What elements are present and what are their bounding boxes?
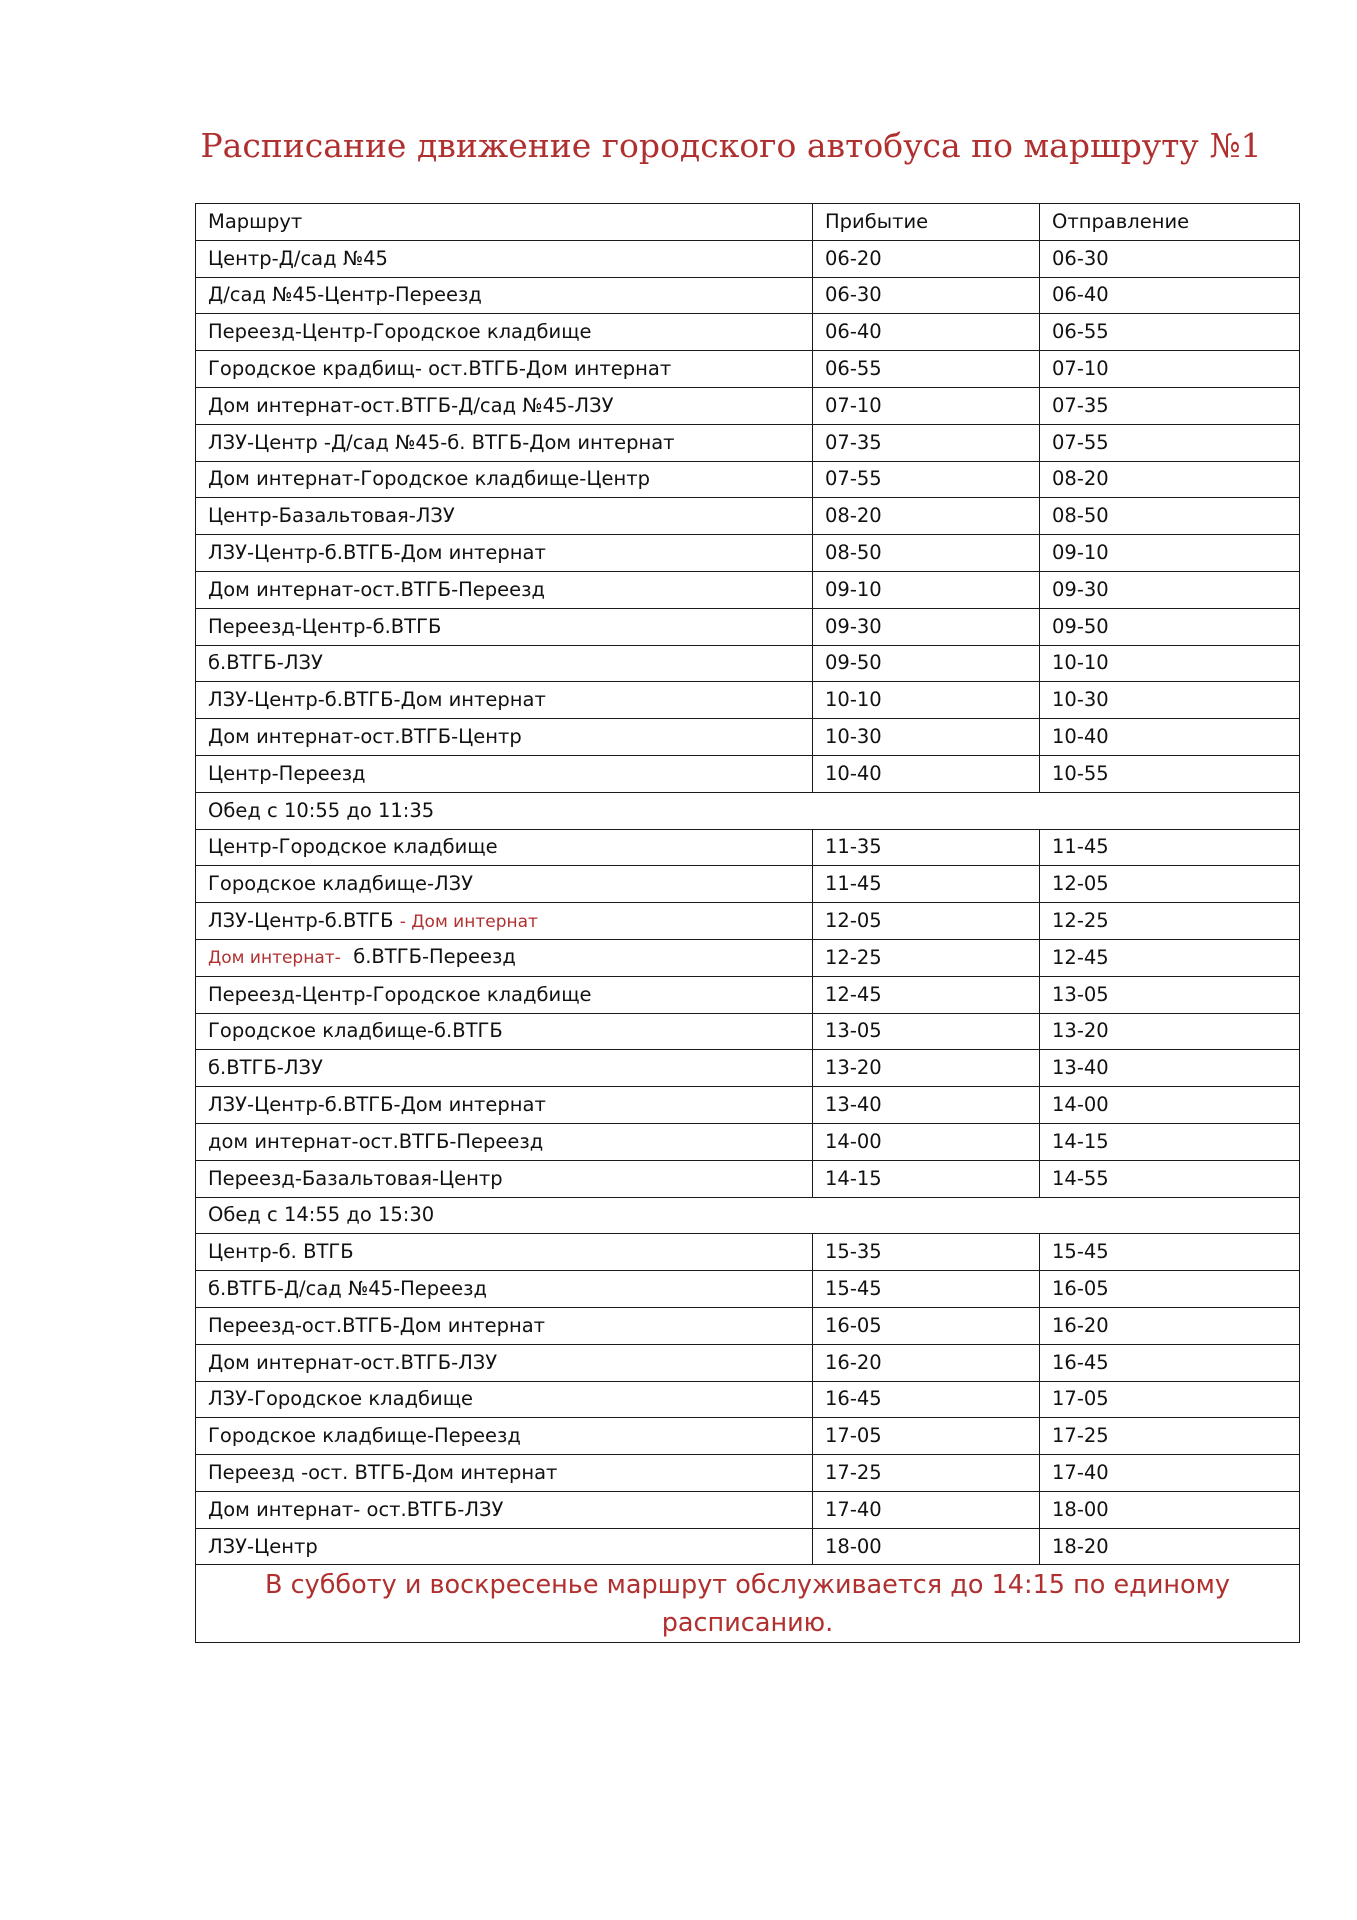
route-cell: [196, 277, 813, 314]
arrival-cell: 06-40: [813, 314, 1040, 351]
arrival-cell: 12-25: [813, 939, 1040, 976]
route-text: Переезд-Центр-б.ВТГБ: [208, 614, 442, 638]
arrival-cell: 14-15: [813, 1160, 1040, 1197]
table-row: [196, 608, 1300, 645]
route-cell: [196, 461, 813, 498]
route-cell: [196, 829, 813, 866]
arrival-cell: 13-05: [813, 1013, 1040, 1050]
route-text: б.ВТГБ-ЛЗУ: [208, 651, 323, 675]
arrival-cell: 10-30: [813, 719, 1040, 756]
route-cell: [196, 1123, 813, 1160]
route-text: ЛЗУ-Центр-б.ВТГБ: [208, 908, 394, 932]
route-cell: [196, 1418, 813, 1455]
table-row: [196, 1123, 1300, 1160]
schedule-body: [196, 204, 1300, 1643]
route-cell: [196, 976, 813, 1013]
page-title: Расписание движение городского автобуса по маршруту №1: [200, 126, 1262, 165]
route-text: дом интернат-ост.ВТГБ-Переезд: [208, 1129, 544, 1153]
route-text: Центр-Переезд: [208, 761, 366, 785]
header-arrival: Прибытие: [813, 204, 1040, 241]
table-row: [196, 1160, 1300, 1197]
arrival-cell: 06-30: [813, 277, 1040, 314]
route-text: Центр-Городское кладбище: [208, 835, 498, 859]
arrival-cell: 14-00: [813, 1123, 1040, 1160]
table-row: [196, 1418, 1300, 1455]
route-cell: [196, 498, 813, 535]
departure-cell: 17-05: [1040, 1381, 1300, 1418]
table-row: [196, 682, 1300, 719]
footer-row: [196, 1565, 1300, 1643]
departure-cell: 09-50: [1040, 608, 1300, 645]
route-cell: [196, 351, 813, 388]
route-cell: [196, 1344, 813, 1381]
table-row: [196, 1271, 1300, 1308]
route-cell: [196, 1013, 813, 1050]
departure-cell: 17-40: [1040, 1455, 1300, 1492]
arrival-cell: 07-55: [813, 461, 1040, 498]
route-text: б.ВТГБ-ЛЗУ: [208, 1056, 323, 1080]
table-row: [196, 535, 1300, 572]
table-row: [196, 829, 1300, 866]
table-row: [196, 755, 1300, 792]
departure-cell: 10-10: [1040, 645, 1300, 682]
table-row: [196, 1013, 1300, 1050]
route-cell: [196, 571, 813, 608]
arrival-cell: 13-20: [813, 1050, 1040, 1087]
departure-cell: 12-05: [1040, 866, 1300, 903]
arrival-cell: 06-20: [813, 240, 1040, 277]
route-text: Дом интернат-ост.ВТГБ-ЛЗУ: [208, 1350, 498, 1374]
departure-cell: 10-30: [1040, 682, 1300, 719]
break-row: [196, 792, 1300, 829]
table-row: [196, 424, 1300, 461]
route-text: Переезд-Базальтовая-Центр: [208, 1166, 503, 1190]
break-label: Обед с 10:55 до 11:35: [196, 792, 1300, 829]
route-text: Переезд-Центр-Городское кладбище: [208, 982, 592, 1006]
departure-cell: 18-20: [1040, 1528, 1300, 1565]
arrival-cell: 09-10: [813, 571, 1040, 608]
route-cell: [196, 240, 813, 277]
arrival-cell: 07-10: [813, 387, 1040, 424]
departure-cell: 16-05: [1040, 1271, 1300, 1308]
route-cell: [196, 535, 813, 572]
departure-cell: 13-05: [1040, 976, 1300, 1013]
table-row: [196, 1344, 1300, 1381]
arrival-cell: 12-05: [813, 903, 1040, 940]
arrival-cell: 11-35: [813, 829, 1040, 866]
arrival-cell: 08-50: [813, 535, 1040, 572]
table-row: [196, 314, 1300, 351]
arrival-cell: 09-30: [813, 608, 1040, 645]
route-text: Дом интернат-Городское кладбище-Центр: [208, 467, 650, 491]
departure-cell: 16-20: [1040, 1307, 1300, 1344]
route-text: Переезд-ост.ВТГБ-Дом интернат: [208, 1313, 546, 1337]
table-row: [196, 461, 1300, 498]
table-row: [196, 1528, 1300, 1565]
route-cell: [196, 1234, 813, 1271]
arrival-cell: 17-05: [813, 1418, 1040, 1455]
route-text: Дом интернат-ост.ВТГБ-Центр: [208, 725, 522, 749]
route-text: Дом интернат-ост.ВТГБ-Д/сад №45-ЛЗУ: [208, 393, 614, 417]
arrival-cell: 13-40: [813, 1087, 1040, 1124]
route-cell: [196, 1160, 813, 1197]
departure-cell: 14-00: [1040, 1087, 1300, 1124]
route-cell: [196, 387, 813, 424]
route-text: Дом интернат-ост.ВТГБ-Переезд: [208, 577, 546, 601]
arrival-cell: 10-10: [813, 682, 1040, 719]
route-text: Переезд -ост. ВТГБ-Дом интернат: [208, 1460, 558, 1484]
route-text: ЛЗУ-Центр-б.ВТГБ-Дом интернат: [208, 688, 546, 712]
departure-cell: 14-15: [1040, 1123, 1300, 1160]
departure-cell: 10-55: [1040, 755, 1300, 792]
route-text: Центр-б. ВТГБ: [208, 1240, 354, 1264]
route-text: Центр-Д/сад №45: [208, 246, 388, 270]
table-row: [196, 1381, 1300, 1418]
table-row: [196, 1087, 1300, 1124]
route-text: ЛЗУ-Центр-б.ВТГБ-Дом интернат: [208, 541, 546, 565]
route-cell: [196, 1528, 813, 1565]
footer-note: В субботу и воскресенье маршрут обслуживается до 14:15 по единому расписанию.: [196, 1565, 1300, 1643]
arrival-cell: 09-50: [813, 645, 1040, 682]
departure-cell: 18-00: [1040, 1491, 1300, 1528]
departure-cell: 07-35: [1040, 387, 1300, 424]
departure-cell: 16-45: [1040, 1344, 1300, 1381]
route-cell: [196, 424, 813, 461]
route-text: ЛЗУ-Городское кладбище: [208, 1387, 474, 1411]
header-route: Маршрут: [196, 204, 813, 241]
departure-cell: 11-45: [1040, 829, 1300, 866]
arrival-cell: 15-45: [813, 1271, 1040, 1308]
route-text: Городское кладбище-б.ВТГБ: [208, 1019, 503, 1043]
table-row: [196, 1234, 1300, 1271]
arrival-cell: 06-55: [813, 351, 1040, 388]
route-text: ЛЗУ-Центр-б.ВТГБ-Дом интернат: [208, 1093, 546, 1117]
table-row: [196, 866, 1300, 903]
departure-cell: 08-20: [1040, 461, 1300, 498]
table-row: [196, 1050, 1300, 1087]
table-row: [196, 351, 1300, 388]
route-cell: [196, 719, 813, 756]
route-text: б.ВТГБ-Переезд: [353, 945, 516, 969]
departure-cell: 15-45: [1040, 1234, 1300, 1271]
arrival-cell: 15-35: [813, 1234, 1040, 1271]
route-cell: [196, 1271, 813, 1308]
route-cell: [196, 645, 813, 682]
route-text: Д/сад №45-Центр-Переезд: [208, 283, 482, 307]
route-text: Переезд-Центр-Городское кладбище: [208, 320, 592, 344]
route-cell: [196, 608, 813, 645]
route-cell: [196, 1087, 813, 1124]
route-text: ЛЗУ-Центр: [208, 1534, 318, 1558]
arrival-cell: 11-45: [813, 866, 1040, 903]
route-cell: [196, 1491, 813, 1528]
route-text: Городское кладбище-Переезд: [208, 1424, 521, 1448]
break-row: [196, 1197, 1300, 1234]
route-text: Городское крадбищ- ост.ВТГБ-Дом интернат: [208, 357, 672, 381]
break-label: Обед с 14:55 до 15:30: [196, 1197, 1300, 1234]
table-row: [196, 277, 1300, 314]
departure-cell: 08-50: [1040, 498, 1300, 535]
arrival-cell: 12-45: [813, 976, 1040, 1013]
route-cell: [196, 1455, 813, 1492]
table-row: [196, 976, 1300, 1013]
route-red-prefix: Дом интернат-: [208, 948, 341, 969]
arrival-cell: 18-00: [813, 1528, 1040, 1565]
route-cell: [196, 1050, 813, 1087]
table-row: [196, 1455, 1300, 1492]
departure-cell: 13-40: [1040, 1050, 1300, 1087]
route-text: ЛЗУ-Центр -Д/сад №45-б. ВТГБ-Дом интернат: [208, 430, 675, 454]
arrival-cell: 17-25: [813, 1455, 1040, 1492]
departure-cell: 09-10: [1040, 535, 1300, 572]
route-text: б.ВТГБ-Д/сад №45-Переезд: [208, 1277, 487, 1300]
table-header-row: [196, 204, 1300, 241]
route-red-suffix: - Дом интернат: [399, 911, 538, 932]
arrival-cell: 16-05: [813, 1307, 1040, 1344]
route-text: Городское кладбище-ЛЗУ: [208, 872, 474, 896]
schedule-table: [195, 203, 1300, 1643]
departure-cell: 06-55: [1040, 314, 1300, 351]
departure-cell: 09-30: [1040, 571, 1300, 608]
route-text: Дом интернат- ост.ВТГБ-ЛЗУ: [208, 1497, 504, 1521]
table-row: [196, 240, 1300, 277]
route-cell: [196, 939, 813, 976]
route-cell: [196, 314, 813, 351]
route-text: Центр-Базальтовая-ЛЗУ: [208, 504, 455, 528]
arrival-cell: 16-45: [813, 1381, 1040, 1418]
table-row: [196, 1491, 1300, 1528]
table-row: [196, 1307, 1300, 1344]
departure-cell: 07-55: [1040, 424, 1300, 461]
arrival-cell: 17-40: [813, 1491, 1040, 1528]
route-cell: [196, 1307, 813, 1344]
arrival-cell: 08-20: [813, 498, 1040, 535]
table-row: [196, 498, 1300, 535]
table-row: [196, 719, 1300, 756]
route-cell: [196, 682, 813, 719]
route-cell: [196, 903, 813, 940]
table-row: [196, 903, 1300, 940]
departure-cell: 14-55: [1040, 1160, 1300, 1197]
route-cell: [196, 755, 813, 792]
header-departure: Отправление: [1040, 204, 1300, 241]
table-row: [196, 571, 1300, 608]
arrival-cell: 16-20: [813, 1344, 1040, 1381]
departure-cell: 12-25: [1040, 903, 1300, 940]
departure-cell: 12-45: [1040, 939, 1300, 976]
departure-cell: 13-20: [1040, 1013, 1300, 1050]
table-row: [196, 387, 1300, 424]
table-row: [196, 645, 1300, 682]
departure-cell: 17-25: [1040, 1418, 1300, 1455]
departure-cell: 07-10: [1040, 351, 1300, 388]
table-row: [196, 939, 1300, 976]
route-cell: [196, 1381, 813, 1418]
arrival-cell: 07-35: [813, 424, 1040, 461]
departure-cell: 10-40: [1040, 719, 1300, 756]
departure-cell: 06-30: [1040, 240, 1300, 277]
departure-cell: 06-40: [1040, 277, 1300, 314]
route-cell: [196, 866, 813, 903]
arrival-cell: 10-40: [813, 755, 1040, 792]
